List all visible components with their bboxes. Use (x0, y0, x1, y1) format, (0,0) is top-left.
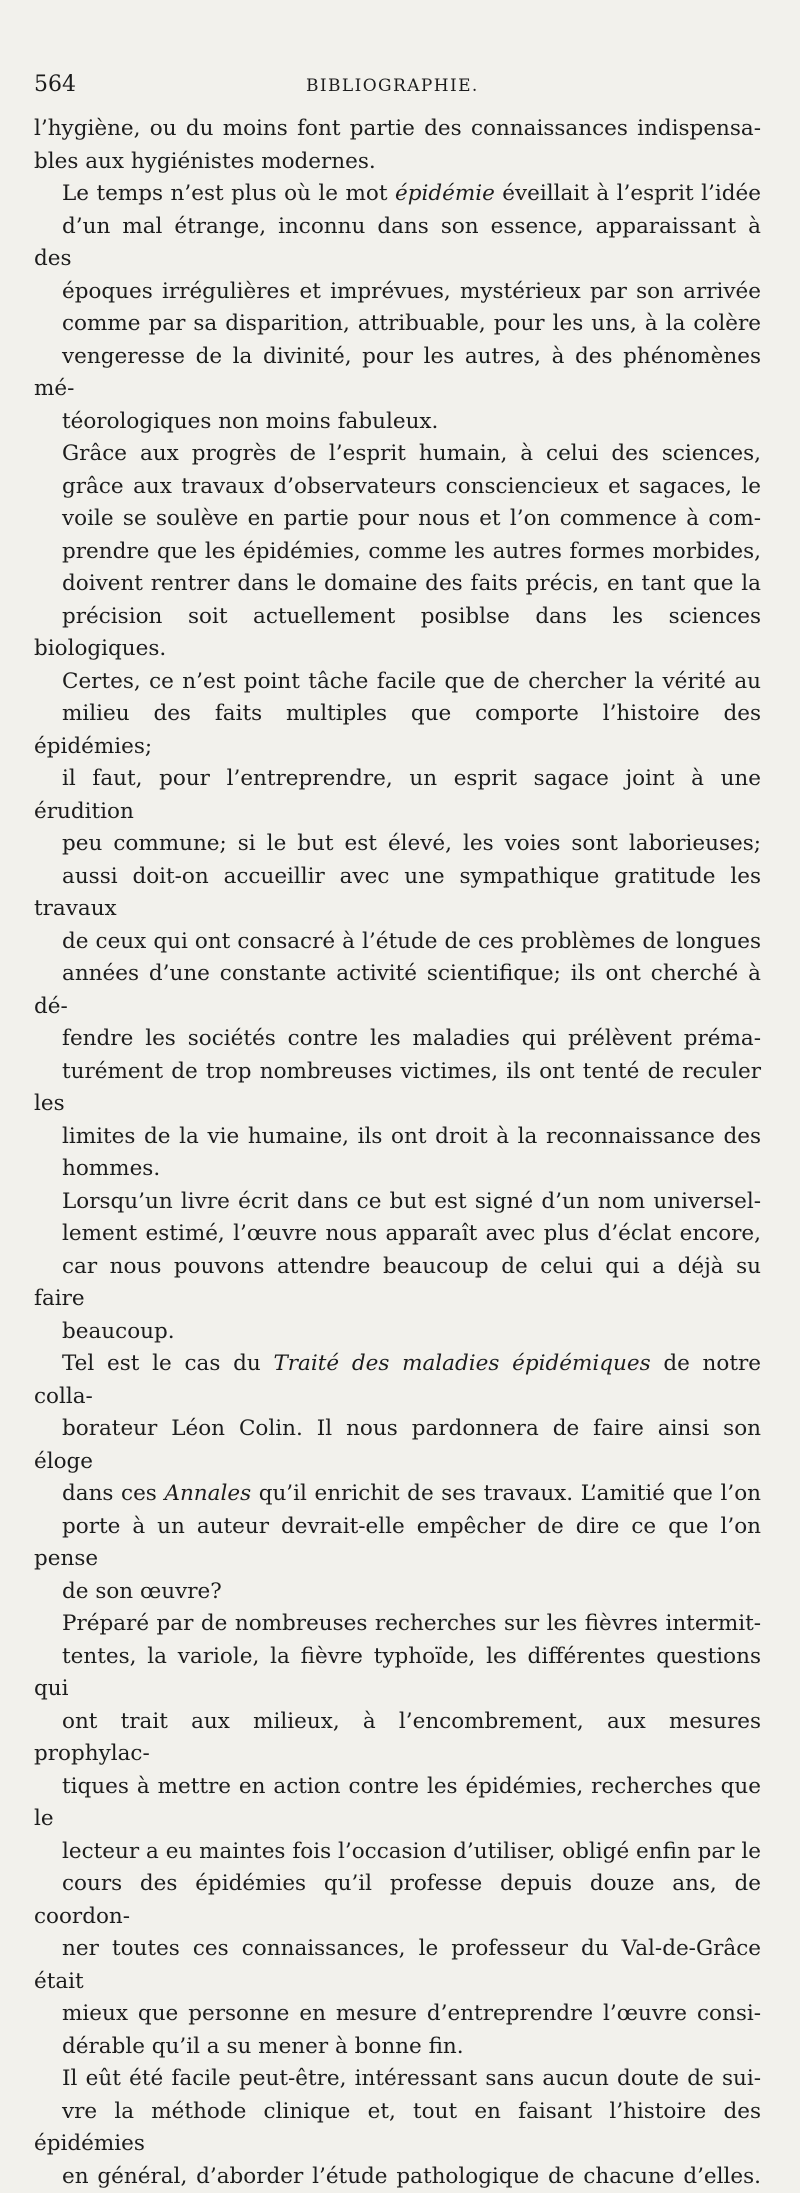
text-line: téorologiques non moins fabuleux. (34, 406, 761, 439)
text-line: cours des épidémies qu’il professe depuis douze ans, de coordon- (34, 1868, 761, 1933)
text-line: Lorsqu’un livre écrit dans ce but est signé d’un nom universel- (34, 1186, 761, 1219)
text-line: porte à un auteur devrait-elle empêcher de dire ce que l’on pense (34, 1511, 761, 1576)
text-line: hommes. (34, 1153, 761, 1186)
text-line: mieux que personne en mesure d’entreprendre l’œuvre consi- (34, 1998, 761, 2031)
text-line: Grâce aux progrès de l’esprit humain, à celui des sciences, (34, 438, 761, 471)
text-line: Préparé par de nombreuses recherches sur les fièvres intermit- (34, 1608, 761, 1641)
text-line: aussi doit-on accueillir avec une sympathique gratitude les travaux (34, 861, 761, 926)
text-line: précision soit actuellement posiblse dans les sciences biologiques. (34, 601, 761, 666)
paragraph (34, 1348, 761, 1608)
text-line: dans ces Annales qu’il enrichit de ses travaux. L’amitié que l’on (34, 1478, 761, 1511)
text-line: de ceux qui ont consacré à l’étude de ces problèmes de longues (34, 926, 761, 959)
text-line: il faut, pour l’entreprendre, un esprit sagace joint à une érudition (34, 763, 761, 828)
text-line: Le temps n’est plus où le mot épidémie éveillait à l’esprit l’idée (34, 178, 761, 211)
text-line: grâce aux travaux d’observateurs consciencieux et sagaces, le (34, 471, 761, 504)
paragraph (34, 1186, 761, 1349)
text-line: limites de la vie humaine, ils ont droit à la reconnaissance des (34, 1121, 761, 1154)
text-line: l’hygiène, ou du moins font partie des connaissances indispensa- (34, 113, 761, 146)
paragraph (34, 178, 761, 438)
text-line: Tel est le cas du Traité des maladies épidémiques de notre colla- (34, 1348, 761, 1413)
text-line: car nous pouvons attendre beaucoup de celui qui a déjà su faire (34, 1251, 761, 1316)
text-line: fendre les sociétés contre les maladies qui prélèvent préma- (34, 1023, 761, 1056)
page-header (34, 72, 760, 102)
text-line: en général, d’aborder l’étude pathologique de chacune d’elles. (34, 2161, 761, 2193)
italic-term: Annales (164, 1481, 251, 1506)
text-line: Certes, ce n’est point tâche facile que de chercher la vérité au (34, 666, 761, 699)
page-body (34, 113, 761, 2193)
text-line: tentes, la variole, la fièvre typhoïde, les différentes questions qui (34, 1641, 761, 1706)
paragraph (34, 438, 761, 666)
text-line: vre la méthode clinique et, tout en faisant l’histoire des épidémies (34, 2096, 761, 2161)
text-line: prendre que les épidémies, comme les autres formes morbides, (34, 536, 761, 569)
text-line: bles aux hygiénistes modernes. (34, 146, 761, 179)
text-line: lement estimé, l’œuvre nous apparaît avec plus d’éclat encore, (34, 1218, 761, 1251)
text-line: ner toutes ces connaissances, le professeur du Val-de-Grâce était (34, 1933, 761, 1998)
paragraph (34, 1608, 761, 2063)
italic-term: épidémie (395, 181, 495, 206)
text-line: beaucoup. (34, 1316, 761, 1349)
text-line: doivent rentrer dans le domaine des faits précis, en tant que la (34, 568, 761, 601)
text-line: lecteur a eu maintes fois l’occasion d’utiliser, obligé enfin par le (34, 1836, 761, 1869)
text-line: d’un mal étrange, inconnu dans son essence, apparaissant à des (34, 211, 761, 276)
italic-term: Traité des maladies épidémiques (273, 1351, 650, 1376)
running-head: BIBLIOGRAPHIE. (306, 76, 479, 96)
text-line: peu commune; si le but est élevé, les voies sont laborieuses; (34, 828, 761, 861)
text-line: milieu des faits multiples que comporte l’histoire des épidémies; (34, 698, 761, 763)
text-line: de son œuvre? (34, 1576, 761, 1609)
paragraph (34, 113, 761, 178)
text-line: Il eût été facile peut-être, intéressant sans aucun doute de sui- (34, 2063, 761, 2096)
page-number: 564 (34, 72, 76, 97)
text-line: tiques à mettre en action contre les épidémies, recherches que le (34, 1771, 761, 1836)
text-line: voile se soulève en partie pour nous et l’on commence à com- (34, 503, 761, 536)
paragraph (34, 2063, 761, 2193)
text-line: comme par sa disparition, attribuable, pour les uns, à la colère (34, 308, 761, 341)
text-line: turément de trop nombreuses victimes, ils ont tenté de reculer les (34, 1056, 761, 1121)
paragraph (34, 666, 761, 1186)
text-line: ont trait aux milieux, à l’encombrement, aux mesures prophylac- (34, 1706, 761, 1771)
text-line: vengeresse de la divinité, pour les autres, à des phénomènes mé- (34, 341, 761, 406)
text-line: dérable qu’il a su mener à bonne fin. (34, 2031, 761, 2064)
text-line: époques irrégulières et imprévues, mystérieux par son arrivée (34, 276, 761, 309)
text-line: borateur Léon Colin. Il nous pardonnera de faire ainsi son éloge (34, 1413, 761, 1478)
text-line: années d’une constante activité scientifique; ils ont cherché à dé- (34, 958, 761, 1023)
